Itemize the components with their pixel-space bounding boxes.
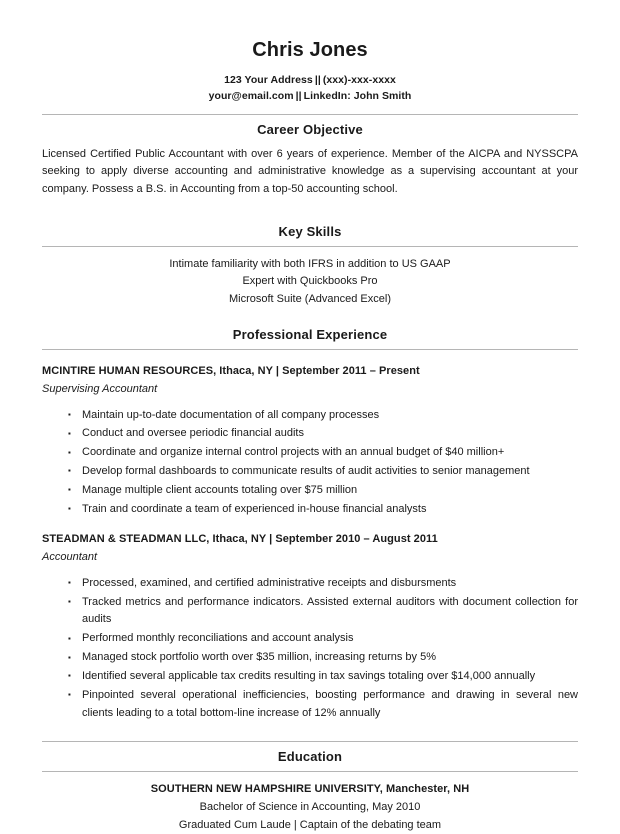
spacer-experience-bottom bbox=[42, 723, 578, 741]
job-bullet: ▪ Managed stock portfolio worth over $35 million, increasing returns by 5% bbox=[68, 649, 578, 667]
job-bullet: ▪ Tracked metrics and performance indicators. Assisted external auditors with document collection for audits bbox=[68, 594, 578, 630]
skill-item: Microsoft Suite (Advanced Excel) bbox=[228, 292, 391, 305]
resume-header bbox=[42, 38, 578, 105]
rule-below-experience-heading bbox=[42, 349, 578, 350]
education-honors: Graduated Cum Laude | Captain of the debating team bbox=[178, 818, 442, 831]
contact-line-address-phone bbox=[42, 72, 578, 88]
job-bullet: ▪ Processed, examined, and certified administrative receipts and disbursments bbox=[68, 575, 578, 593]
skills-list bbox=[42, 256, 578, 308]
job-position-title: Supervising Accountant bbox=[42, 383, 158, 396]
job-entry bbox=[42, 532, 578, 722]
contact-separator-1: || bbox=[314, 74, 321, 86]
education-degree: Bachelor of Science in Accounting, May 2010 bbox=[199, 800, 421, 813]
skill-item: Expert with Quickbooks Pro bbox=[242, 275, 378, 288]
job-header: MCINTIRE HUMAN RESOURCES, Ithaca, NY | September 2011 – Present bbox=[42, 365, 420, 378]
job-entry bbox=[42, 364, 578, 518]
job-bullet: ▪ Conduct and oversee periodic financial audits bbox=[68, 425, 578, 443]
education-entry bbox=[42, 781, 578, 834]
job-bullet: ▪ Identified several applicable tax credits resulting in tax savings totaling over $14,000 annually bbox=[68, 668, 578, 686]
candidate-name: Chris Jones bbox=[252, 39, 368, 61]
rule-above-education-heading bbox=[42, 741, 578, 742]
section-heading-objective: Career Objective bbox=[257, 121, 363, 137]
section-heading-experience: Professional Experience bbox=[232, 327, 388, 343]
contact-email[interactable]: your@email.com bbox=[208, 90, 294, 103]
section-education bbox=[42, 741, 578, 834]
skill-item: Intimate familiarity with both IFRS in addition to US GAAP bbox=[169, 257, 451, 270]
rule-below-skills-heading bbox=[42, 246, 578, 247]
job-bullet: ▪ Develop formal dashboards to communicate results of audit activities to senior management bbox=[68, 463, 578, 481]
contact-phone: (xxx)-xxx-xxxx bbox=[322, 74, 396, 86]
contact-separator-2: || bbox=[295, 90, 302, 103]
section-heading-education: Education bbox=[277, 749, 343, 765]
objective-body: Licensed Certified Public Accountant with over 6 years of experience. Member of the AICPA and NYSSCPA seeking to apply diverse accounting and administrative knowledge as a supervising accountant at your company. Possess a B.S. in Accounting from a top-50 accounting school. bbox=[42, 147, 578, 196]
rule-above-objective bbox=[42, 114, 578, 115]
job-position-title: Accountant bbox=[42, 551, 98, 564]
spacer-skills-bottom bbox=[42, 308, 578, 320]
job-header: STEADMAN & STEADMAN LLC, Ithaca, NY | September 2010 – August 2011 bbox=[42, 533, 438, 546]
section-heading-skills: Key Skills bbox=[278, 223, 342, 239]
job-bullet-list bbox=[42, 407, 578, 519]
section-career-objective bbox=[42, 122, 578, 199]
job-bullet: ▪ Pinpointed several operational inefficiencies, boosting performance and drawing in several new clients leading to a total bottom-line increase of 12% annually bbox=[68, 687, 578, 723]
job-bullet-list bbox=[42, 575, 578, 723]
contact-address: 123 Your Address bbox=[224, 74, 313, 86]
rule-below-education-heading bbox=[42, 771, 578, 772]
spacer-objective-bottom bbox=[42, 199, 578, 217]
job-bullet: ▪ Train and coordinate a team of experienced in-house financial analysts bbox=[68, 501, 578, 519]
job-bullet: ▪ Manage multiple client accounts totaling over $75 million bbox=[68, 482, 578, 500]
section-professional-experience bbox=[42, 327, 578, 722]
contact-line-email-linkedin bbox=[42, 88, 578, 104]
job-bullet: ▪ Coordinate and organize internal control projects with an annual budget of $40 million+ bbox=[68, 444, 578, 462]
section-key-skills bbox=[42, 224, 578, 308]
contact-linkedin[interactable]: LinkedIn: John Smith bbox=[303, 90, 412, 103]
job-bullet: ▪ Maintain up-to-date documentation of all company processes bbox=[68, 407, 578, 425]
job-bullet: ▪ Performed monthly reconciliations and account analysis bbox=[68, 630, 578, 648]
education-school: SOUTHERN NEW HAMPSHIRE UNIVERSITY, Manchester, NH bbox=[150, 783, 470, 796]
